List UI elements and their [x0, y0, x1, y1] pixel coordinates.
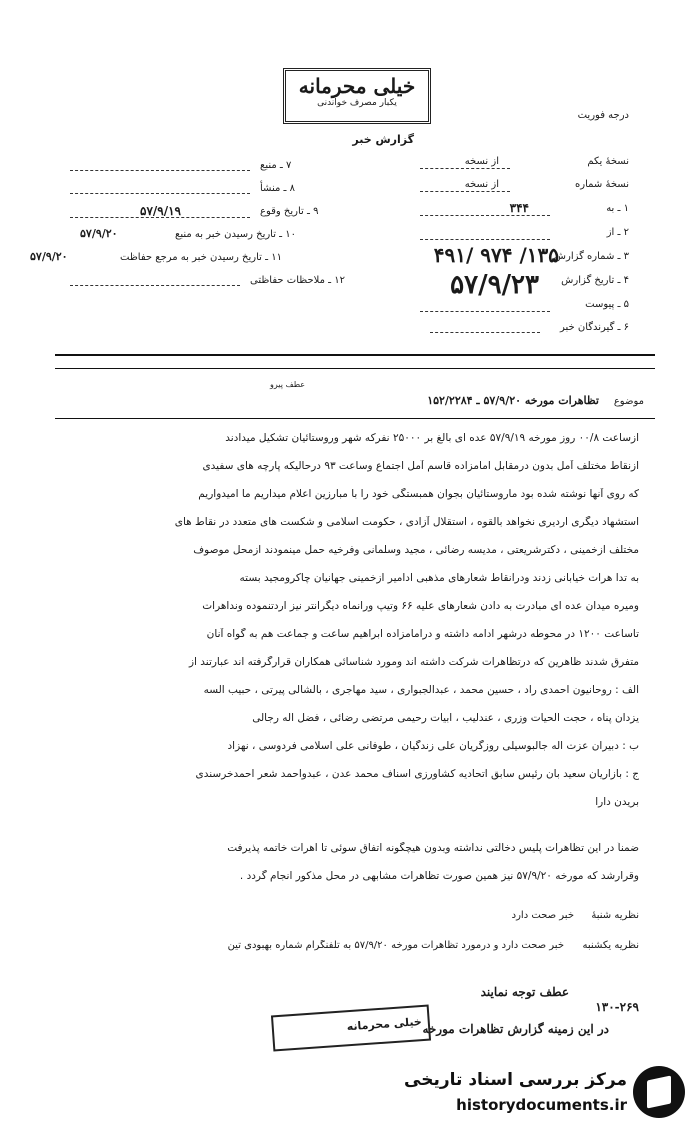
right-field-label: نسخهٔ شماره	[575, 179, 629, 190]
body-line: که روی آنها نوشته شده بود ماروستائیان بجوان همبستگی خود را با مبارزین اعلام میداریم ما امیدواریم	[198, 488, 639, 500]
subject-separator	[55, 418, 655, 419]
body-line: ومیره میدان عده ای مبادرت به دادن شعارهای علیه ۶۶ وتیپ ورانماه دیگرانتر نیز اردتنموده ونداهرات	[202, 600, 639, 612]
right-field-label: ۳ ـ شماره گزارش	[553, 251, 629, 262]
closing-line: وقرارشد که مورخه ۵۷/۹/۲۰ نیز همین صورت تظاهرات مشابهی در محل مذکور انجام گردد .	[239, 870, 639, 882]
left-field-label: ۸ ـ منشأ	[260, 183, 296, 194]
signature-stamp	[271, 1005, 431, 1052]
body-line: تاساعت ۱۲۰۰ در محوطه درشهر ادامه داشته و درامامزاده ابراهیم ساعت و جماعت هم به گواه آنان	[206, 628, 639, 640]
right-field-label: ۴ ـ تاریخ گزارش	[561, 275, 629, 286]
body-line: به تدا هرات خیابانی زدند ودرانقاط شعارهای مذهبی ادامیر ازخمینی جهانیان چاکرومجید بسته	[239, 572, 639, 584]
left-field-label: ۱۲ ـ ملاحظات حفاظتی	[250, 275, 345, 286]
body-line: ج : بازاریان سعید بان رئیس سابق اتحادیه کشاورزی اسناف محمد عدن ، عبدواحمد شعر احمدخرسندی	[195, 768, 639, 780]
handwritten-ref-number: ۱۳۰-۲۶۹	[595, 1000, 639, 1014]
left-field-value: ۵۷/۹/۲۰	[80, 227, 118, 240]
subject-label: موضوع	[613, 396, 644, 407]
note-value: خبر صحت دارد و درمورد تظاهرات مورخه ۵۷/۹/۲۰ به تلفنگرام شماره بهبودی تین	[227, 940, 564, 951]
header-separator	[55, 354, 655, 356]
report-title: گزارش خبر	[352, 133, 414, 146]
body-line: ب : دبیران عزت اله جالبوسیلی روزگریان علی زندگیان ، طوفانی علی اسلامی فردوسی ، نهزاد	[227, 740, 639, 752]
body-line: الف : روحانیون احمدی راد ، حسین محمد ، عبدالجبواری ، سید مهاجری ، بالشالی پیرتی ، حبیب السه	[203, 684, 639, 696]
right-field-label: ۵ ـ پیوست	[585, 299, 629, 310]
body-line: استشهاد دیگری اردیری نخواهد بالقوه ، استقلال آزادی ، حکومت اسلامی و شکست های متعدد در نقاط های	[174, 516, 639, 528]
left-field-value: ۵۷/۹/۲۰	[30, 250, 68, 263]
report-number-handwritten: ۱۳۵/ ۹۷۴ /۴۹۱	[433, 243, 559, 267]
note-label: نظریه شنبهٔ	[591, 910, 639, 921]
archive-logo-icon	[633, 1066, 685, 1118]
handwritten-note: در این زمینه گزارش تظاهرات مورخه	[422, 1022, 609, 1036]
left-field-label: ۱۰ ـ تاریخ رسیدن خبر به منبع	[175, 229, 297, 240]
watermark-url: historydocuments.ir	[456, 1096, 627, 1114]
note-value: خبر صحت دارد	[511, 910, 574, 921]
subject-value: تظاهرات مورخه ۵۷/۹/۲۰ ـ ۱۵۲/۲۲۸۴	[427, 394, 599, 407]
signature-stamp-text: خیلی محرمانه	[346, 1015, 423, 1034]
left-field-value: ۵۷/۹/۱۹	[140, 204, 181, 218]
reference-marker: عطف پیرو	[270, 380, 306, 389]
right-field-value: از نسخه	[464, 179, 499, 190]
left-field-label: ۷ ـ منبع	[260, 160, 292, 171]
watermark-title: مرکز بررسی اسناد تاریخی	[404, 1070, 627, 1090]
classification-subtitle: یکبار مصرف خواندنی	[317, 98, 397, 108]
classification-text: خیلی محرمانه	[298, 74, 416, 98]
body-line: یزدان پناه ، حجت الحیات وزری ، عندلیب ، ابیات رحیمی مرتضی رضائی ، فضل اله رجالی	[252, 712, 639, 724]
left-field-label: ۹ ـ تاریخ وقوع	[260, 206, 319, 217]
body-line: مختلف ازخمینی ، دکترشریعتی ، مدیسه رضائی ، مجید وسلمانی وفرخیه حمل مینمودند ازمحل موصوف	[193, 544, 639, 556]
right-field-label: ۲ ـ از	[606, 227, 629, 238]
body-line: ازساعت ۰۰/۸ روز مورخه ۵۷/۹/۱۹ عده ای بالغ بر ۲۵۰۰۰ نفرکه شهر وروستائیان تشکیل میدادند	[225, 432, 639, 444]
header-separator-2	[55, 368, 655, 369]
right-field-value: ۳۴۴	[509, 201, 529, 215]
priority-label: درجه فوریت	[577, 110, 629, 121]
handwritten-note: عطف توجه نمایند	[480, 985, 569, 999]
right-field-label: نسخهٔ یکم	[587, 156, 629, 167]
closing-line: ضمناً در این تظاهرات پلیس دخالتی نداشته وبدون هیچگونه اتفاق سوئی تا اهرات خاتمه پذیرفت	[227, 842, 639, 854]
note-label: نظریه یکشنبه	[582, 940, 639, 951]
right-field-label: ۱ ـ به	[606, 203, 629, 214]
right-field-value: از نسخه	[464, 156, 499, 167]
body-line: بریدن دارا	[595, 796, 639, 808]
body-line: ازنقاط مختلف آمل بدون درمقابل امامزاده قاسم آمل اجتماع وساعت ۹۳ درحالیکه پارچه های سفیدی	[202, 460, 639, 472]
classification-stamp	[283, 68, 431, 124]
report-date-handwritten: ۵۷/۹/۲۳	[450, 270, 539, 300]
right-field-label: ۶ ـ گیرندگان خبر	[559, 322, 629, 333]
left-field-label: ۱۱ ـ تاریخ رسیدن خبر به مرجع حفاظت	[120, 252, 282, 263]
body-line: متفرق شدند ظاهرین که درتظاهرات شرکت داشته اند ومورد شناسائی همکاران قرارگرفته اند عبارتند از	[188, 656, 639, 668]
